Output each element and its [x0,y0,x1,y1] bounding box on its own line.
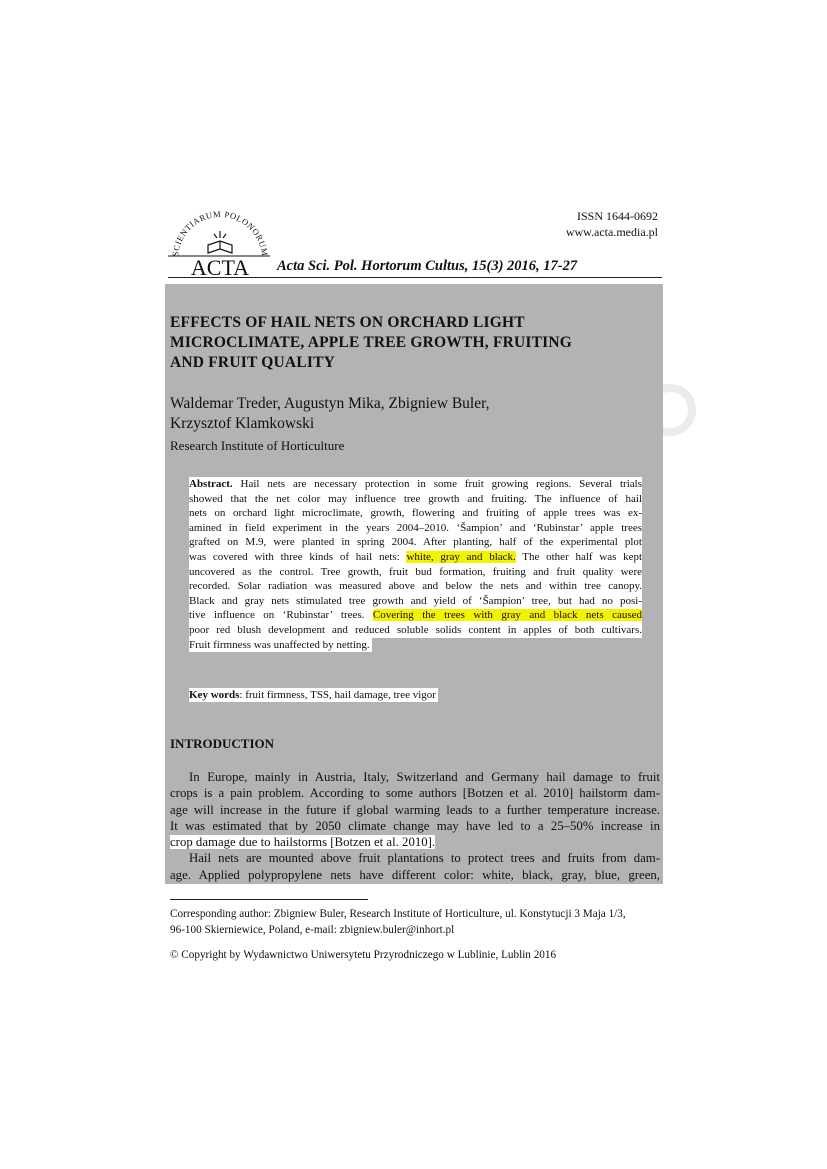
abstract [189,477,642,652]
book-icon [208,231,232,253]
body-line: It was estimated that by 2050 climate change may have led to a 25–50% increase in [170,818,660,833]
authors-line: Krzysztof Klamkowski [170,415,315,432]
footnote-line: 96-100 Skierniewice, Poland, e-mail: zbigniew.buler@inhort.pl [170,923,455,936]
keywords-label: Key words [189,689,240,701]
abstract-line: Black and gray nets stimulated tree growth and yield of ‘Šampion’ tree, but had no posi- [189,594,642,607]
body-line: In Europe, mainly in Austria, Italy, Switzerland and Germany hail damage to fruit [189,770,660,784]
section-heading-introduction: INTRODUCTION [170,736,275,751]
body-line: crops is a pain problem. According to some authors [Botzen et al. 2010] hailstorm dam- [170,786,660,801]
body-line: age will increase in the future if global warming leads to a further temperature increase. [170,802,660,817]
footnote-rule [170,899,368,900]
footnote [170,907,662,938]
abstract-line: amined in field experiment in the years 2004–2010. ‘Šampion’ and ‘Rubinstar’ apple trees [189,521,642,534]
issn-block [480,208,658,240]
affiliation: Research Institute of Horticulture [170,438,345,453]
highlighted-text: poor red blush development and reduced soluble solids content in apples of both cultivars. [189,623,642,636]
body-line: Hail nets are mounted above fruit plantations to protect trees and fruits from dam- [189,851,660,866]
authors-line: Waldemar Treder, Augustyn Mika, Zbigniew Buler, [170,395,490,412]
keywords-text: : fruit firmness, TSS, hail damage, tree vigor [239,689,436,701]
title-line: EFFECTS OF HAIL NETS ON ORCHARD LIGHT [170,314,525,331]
copyright: © Copyright by Wydawnictwo Uniwersytetu Przyrodniczego w Lublinie, Lublin 2016 [170,949,557,961]
abstract-line: tive influence on ‘Rubinstar’ trees. Covering the trees with gray and black nets caused [189,609,643,622]
abstract-line: Abstract. Hail nets are necessary protection in some fruit growing regions. Several trials [189,478,642,490]
header-rule [168,277,662,278]
authors [170,394,660,434]
introduction-text [170,769,660,883]
keywords [189,688,438,702]
highlighted-text: Covering the trees with gray and black nets caused [372,609,643,622]
website: www.acta.media.pl [565,225,658,239]
acta-logo [166,207,274,277]
title-line: AND FRUIT QUALITY [170,354,336,371]
article-title [170,313,660,373]
abstract-line: was covered with three kinds of hail nets: white, gray and black. The other half was kept [189,550,643,563]
issn: ISSN 1644-0692 [576,209,658,223]
abstract-line: showed that the net color may influence tree growth and fruiting. The influence of hail [189,492,642,505]
title-line: MICROCLIMATE, APPLE TREE GROWTH, FRUITING [170,334,573,351]
logo-text: ACTA [190,255,250,277]
body-line: age. Applied polypropylene nets have different color: white, black, gray, blue, green, [170,867,660,882]
highlighted-text: white, gray and black. [406,550,516,563]
abstract-line: nets on orchard light microclimate, growth, flowering and fruiting of apple trees was ex- [189,507,642,520]
body-line: crop damage due to hailstorms [Botzen et al. 2010]. [170,835,436,850]
abstract-line: Fruit firmness was unaffected by netting. [189,638,370,651]
journal-citation: Acta Sci. Pol. Hortorum Cultus, 15(3) 2016, 17-27 [277,258,578,274]
footnote-line: Corresponding author: Zbigniew Buler, Research Institute of Horticulture, ul. Konstytucji 3 Maja 1/3, [170,908,626,920]
abstract-line: grafted on M.9, were planted in spring 2004. After planting, half of the experimental plot [189,536,642,549]
abstract-label: Abstract. [189,478,233,490]
abstract-line: recorded. Solar radiation was measured above and below the nets and within tree canopy. [189,580,642,593]
abstract-line: uncovered as the control. Tree growth, fruit bud formation, fruiting and fruit quality were [189,565,642,578]
logo-arc-text: SCIENTIARUM POLONORUM [170,208,271,257]
